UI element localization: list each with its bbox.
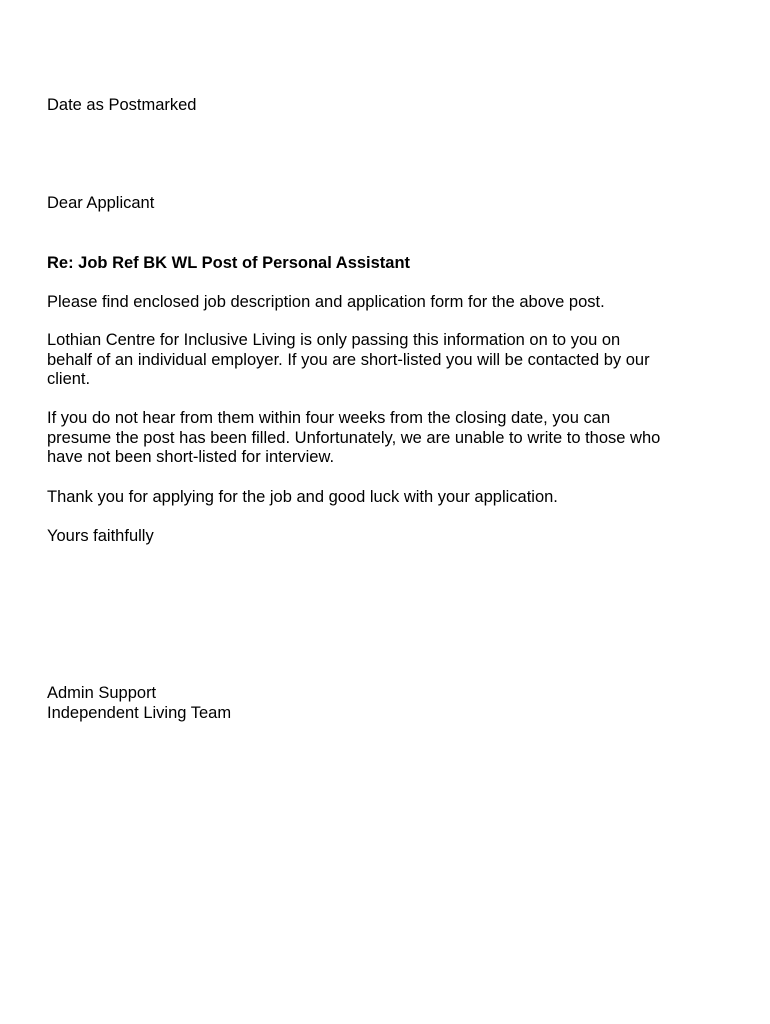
paragraph-line: client. [47,370,91,389]
paragraph-line: behalf of an individual employer. If you are short-listed you will be contacted by our [47,350,650,369]
date-line: Date as Postmarked [47,96,197,114]
paragraph-line: If you do not hear from them within four weeks from the closing date, you can [47,409,611,427]
paragraph-line: Lothian Centre for Inclusive Living is only passing this information on to you on [47,331,621,349]
subject-line: Re: Job Ref BK WL Post of Personal Assistant [47,254,411,272]
paragraph-line: have not been short-listed for interview. [47,448,335,467]
paragraph-line: presume the post has been filled. Unfortunately, we are unable to write to those who [47,428,661,447]
closing: Yours faithfully [47,527,154,545]
salutation: Dear Applicant [47,194,155,212]
signature-team: Independent Living Team [47,704,232,722]
paragraph-thanks: Thank you for applying for the job and good luck with your application. [47,488,558,506]
paragraph-intermediary [47,331,737,390]
paragraph-enclosure: Please find enclosed job description and application form for the above post. [47,293,605,311]
paragraph-no-response [47,409,737,468]
signature-name: Admin Support [47,684,157,702]
